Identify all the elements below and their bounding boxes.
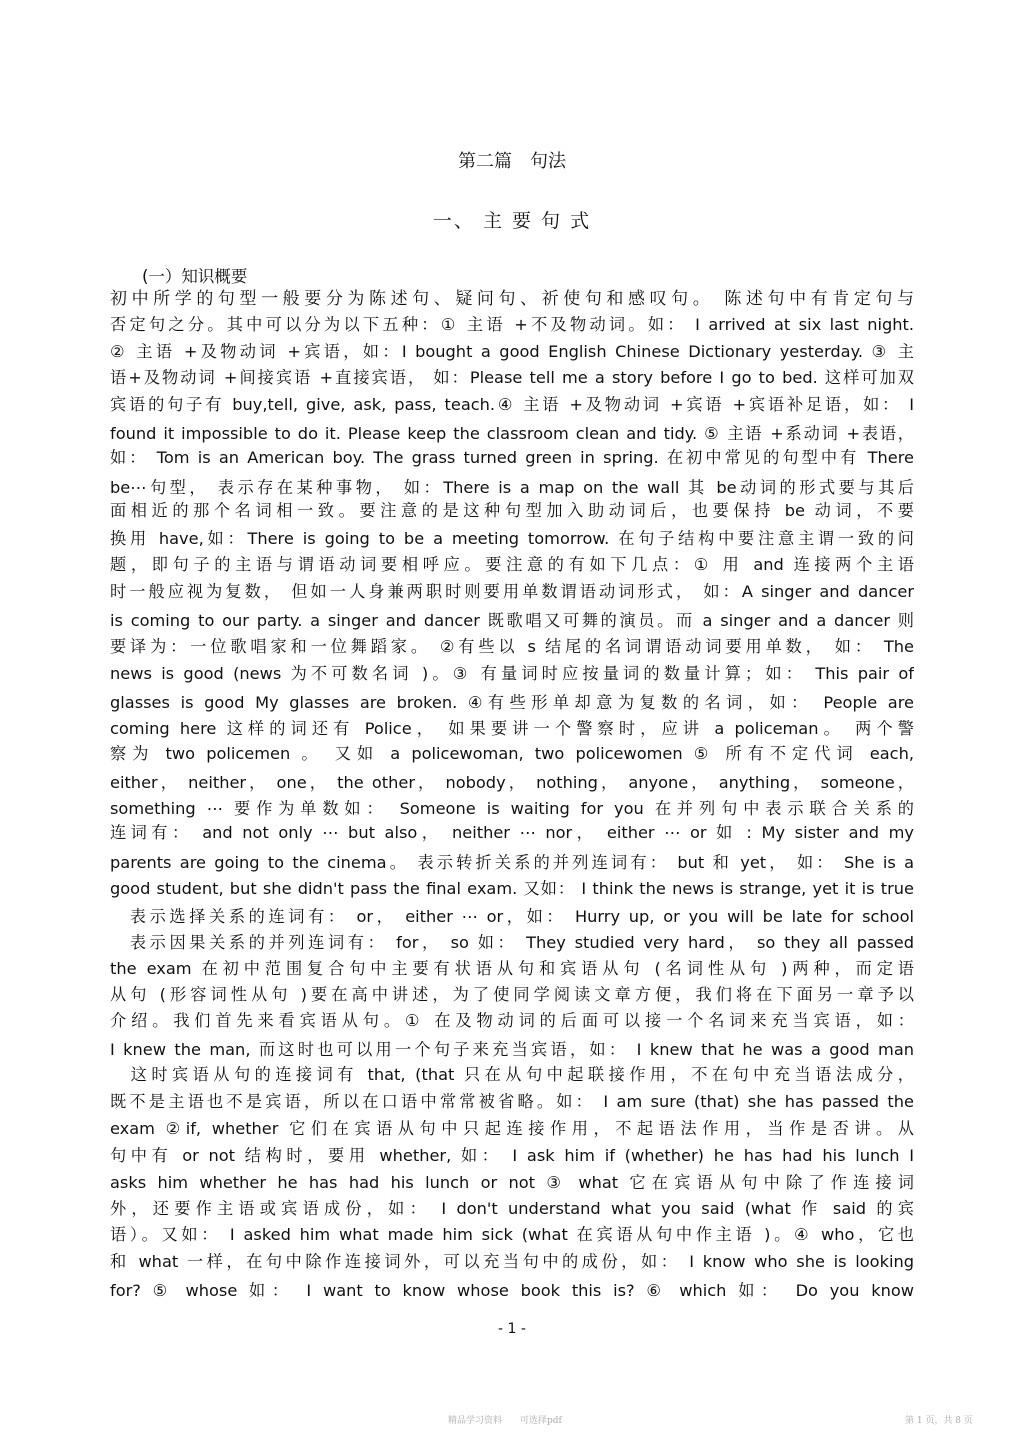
text-line: is coming to our party. a singer and dancer 既歌唱又可舞的演员。而 a singer and a dancer 则 [110, 611, 914, 630]
text-line: 语+及物动词 +间接宾语 +直接宾语， 如：Please tell me a story before I go to bed. 这样可加双 [110, 368, 914, 387]
text-line: news is good (news 为不可数名词 )。③ 有量词时应按量词的数量计算；如： This pair of [110, 664, 914, 683]
text-line: 连词有： and not only ⋯ but also， neither ⋯ nor， either ⋯ or 如 : My sister and my [110, 823, 914, 842]
text-line: 介绍。我们首先来看宾语从句。① 在及物动词的后面可以接一个名词来充当宾语，如： [110, 1011, 914, 1030]
text-line: 题，即句子的主语与谓语动词要相呼应。要注意的有如下几点：① 用 and 连接两个主语 [110, 555, 914, 574]
text-line: asks him whether he has had his lunch or not ③ what 它在宾语从句中除了作连接词 [110, 1173, 914, 1192]
text-line: parents are going to the cinema。 表示转折关系的并列连词有： but 和 yet， 如： She is a [110, 853, 914, 872]
text-line: good student, but she didn't pass the final exam. 又如： I think the news is strange, yet it is true [110, 879, 914, 898]
text-line: 表示因果关系的并列连词有： for， so 如： They studied very hard， so they all passed [110, 933, 914, 952]
text-line: 要译为：一位歌唱家和一位舞蹈家。 ②有些以 s 结尾的名词谓语动词要用单数， 如： The [110, 637, 914, 656]
text-line: 时一般应视为复数， 但如一人身兼两职时则要用单数谓语动词形式， 如：A singer and dancer [110, 582, 914, 601]
text-line: 既不是主语也不是宾语，所以在口语中常常被省略。如： I am sure (that) she has passed the [110, 1092, 914, 1111]
section-heading: 一、 主 要 句 式 [432, 210, 592, 232]
text-line: 初中所学的句型一般要分为陈述句、疑问句、祈使句和感叹句。 陈述句中有肯定句与 [110, 289, 914, 309]
text-line: 语）。又如： I asked him what made him sick (what 在宾语从句中作主语 )。④ who，它也 [110, 1225, 914, 1244]
text-line: 句中有 or not 结构时，要用 whether, 如： I ask him if (whether) he has had his lunch I [110, 1146, 914, 1165]
text-line: coming here 这样的词还有 Police， 如果要讲一个警察时，应讲 a policeman。 两个警 [110, 719, 914, 738]
page-number: - 1 - [498, 1321, 526, 1337]
text-line: either， neither， one， the other， nobody， nothing， anyone， anything， someone， [110, 773, 914, 792]
text-line: ② 主语 +及物动词 +宾语，如：I bought a good English Chinese Dictionary yesterday. ③ 主 [110, 342, 914, 361]
text-line: 察为 two policemen 。 又如 a policewoman, two policewomen ⑤ 所有不定代词 each, [110, 744, 914, 763]
text-line: something ⋯ 要作为单数如： Someone is waiting for you 在并列句中表示联合关系的 [110, 799, 914, 818]
subsection-heading: (一）知识概要 [142, 267, 248, 286]
text-line: for? ⑤ whose 如： I want to know whose book this is? ⑥ which 如： Do you know [110, 1281, 914, 1300]
text-line: 换用 have,如：There is going to be a meeting tomorrow. 在句子结构中要注意主谓一致的问 [110, 529, 914, 548]
text-line: 外，还要作主语或宾语成份，如： I don't understand what you said (what 作 said 的宾 [110, 1199, 914, 1218]
text-line: 宾语的句子有 buy,tell, give, ask, pass, teach.④ 主语 +及物动词 +宾语 +宾语补足语，如： I [110, 395, 914, 414]
text-line: 否定句之分。其中可以分为以下五种：① 主语 +不及物动词。如： I arrived at six last night. [110, 315, 914, 334]
footer-right: 第 1 页，共 8 页 [905, 1416, 973, 1426]
text-line: 和 what 一样，在句中除作连接词外，可以充当句中的成份，如： I know who she is looking [110, 1252, 914, 1271]
page-title: 第二篇 句法 [458, 151, 566, 172]
text-line: glasses is good My glasses are broken. ④有些形单却意为复数的名词，如： People are [110, 693, 914, 712]
footer-left: 精品学习资料 可选择pdf [448, 1416, 562, 1426]
text-line: found it impossible to do it. Please keep the classroom clean and tidy. ⑤ 主语 +系动词 +表语， [110, 424, 914, 443]
text-line: I knew the man, 而这时也可以用一个句子来充当宾语，如： I knew that he was a good man [110, 1040, 914, 1059]
text-line: 这时宾语从句的连接词有 that, (that 只在从句中起联接作用，不在句中充当语法成分， [110, 1065, 914, 1084]
text-line: exam ②if, whether 它们在宾语从句中只起连接作用，不起语法作用，当作是否讲。从 [110, 1119, 914, 1138]
text-line: 从句 (形容词性从句 )要在高中讲述，为了使同学阅读文章方便，我们将在下面另一章予以 [110, 985, 914, 1004]
text-line: 面相近的那个名词相一致。要注意的是这种句型加入助动词后，也要保持 be 动词，不要 [110, 501, 914, 520]
text-line: the exam 在初中范围复合句中主要有状语从句和宾语从句 (名词性从句 )两种，而定语 [110, 959, 914, 978]
text-line: be⋯句型， 表示存在某种事物， 如：There is a map on the wall 其 be动词的形式要与其后 [110, 478, 914, 497]
text-line: 如： Tom is an American boy. The grass turned green in spring. 在初中常见的句型中有 There [110, 448, 914, 467]
text-line: 表示选择关系的连词有： or， either ⋯ or，如： Hurry up, or you will be late for school [110, 907, 914, 926]
